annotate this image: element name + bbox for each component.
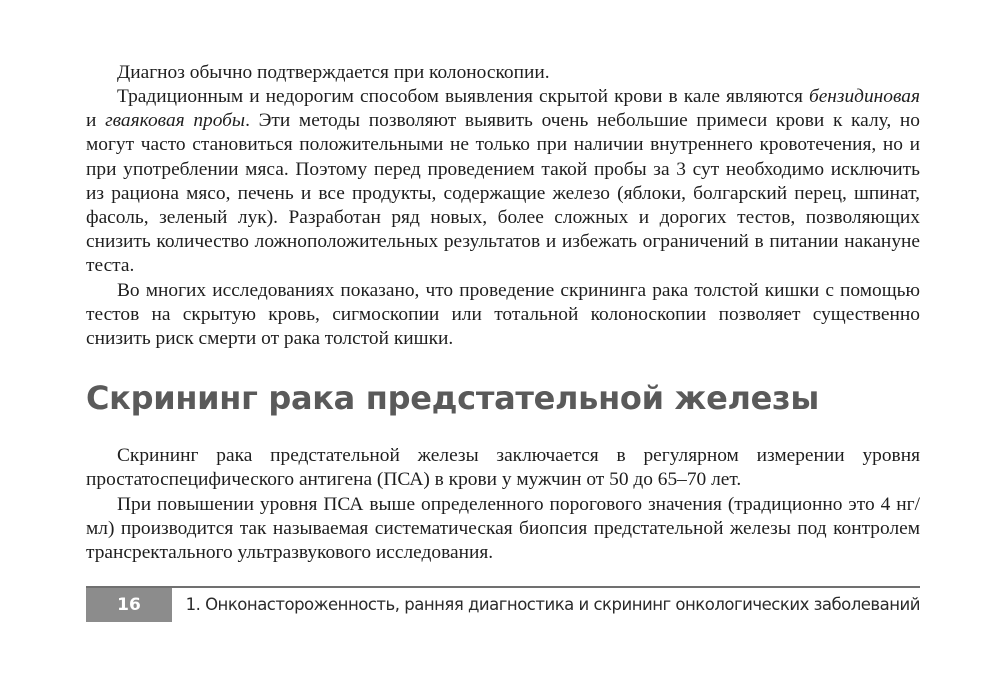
italic-term-guaiac: гваяковая пробы	[105, 110, 246, 132]
paragraph-text-segment: Традиционным и недорогим способом выявления скрытой крови в кале являются	[117, 86, 809, 107]
footer-divider	[86, 586, 920, 588]
section-heading: Скрининг рака предстательной железы	[86, 379, 819, 417]
paragraph-psa-biopsy: При повышении уровня ПСА выше определенного порогового значения (традиционно это 4 нг/мл) производится так называемая систематическая биопсия предстательной железы под контролем трансректального ультразвукового исследования.	[86, 494, 920, 564]
page-number: 16	[86, 588, 172, 622]
paragraph-colon-screening-studies: Во многих исследованиях показано, что проведение скрининга рака толстой кишки с помощью тестов на скрытую кровь, сигмоскопии или тотальной колоноскопии позволяет существенно снизить риск смерти от рака толстой кишки.	[86, 280, 920, 350]
paragraph-occult-blood-tests	[86, 85, 920, 279]
paragraph-colonoscopy-diagnosis: Диагноз обычно подтверждается при колоноскопии.	[117, 62, 550, 83]
paragraph-prostate-screening: Скрининг рака предстательной железы заключается в регулярном измерении уровня простатоспецифического антигена (ПСА) в крови у мужчин от 50 до 65–70 лет.	[86, 445, 920, 491]
italic-term-benzidine: бензидиновая	[808, 86, 920, 107]
running-title: 1. Онконастороженность, ранняя диагностика и скрининг онкологических заболеваний	[185, 595, 920, 614]
paragraph-text-segment: и	[86, 110, 106, 132]
paragraph-text-segment: . Эти методы позволяют выявить очень небольшие примеси крови к калу, но могут часто становиться положительными не только при наличии внутреннего кровотечения, но и при употреблении мяса. Поэтому перед проведением такой пробы за 3 сут необходимо исключить из рациона мясо, печень и все продукты, содержащие железо (яблоки, болгарский перец, шпинат, фасоль, зеленый лук). Разработан ряд новых, более сложных и дорогих тестов, позволяющих снизить количество ложноположительных результатов и избежать ограничений в питании накануне теста.	[86, 110, 920, 277]
